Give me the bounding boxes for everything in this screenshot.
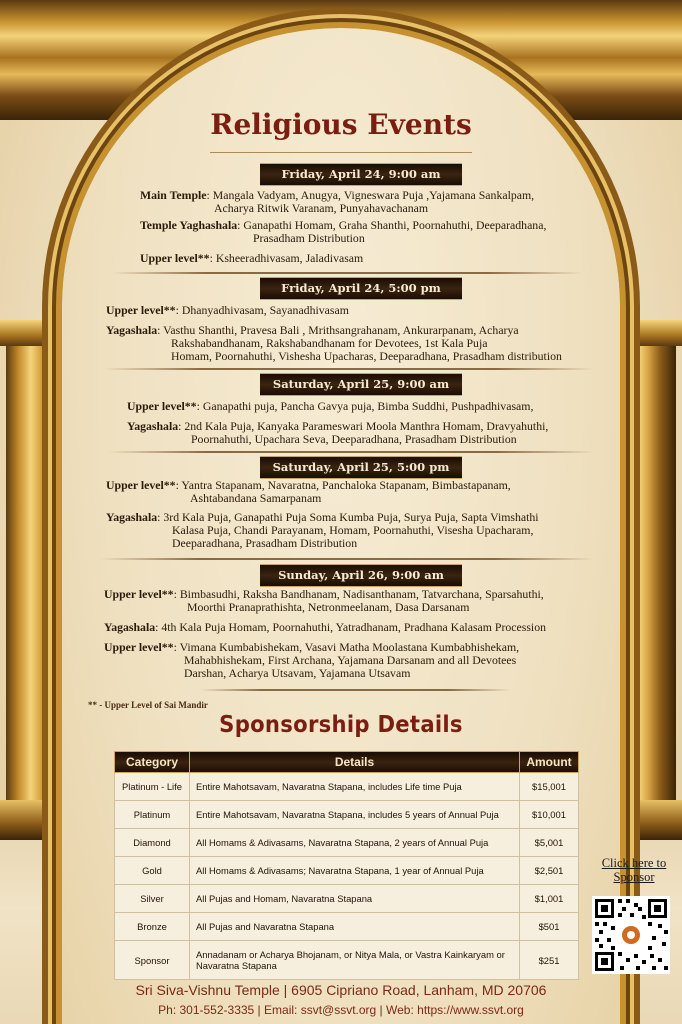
event-date-band: Saturday, April 25, 9:00 am — [260, 373, 462, 396]
event-item-label: Upper level** — [104, 640, 174, 654]
section-divider — [104, 368, 594, 370]
details-cell: Entire Mahotsavam, Navaratna Stapana, includes 5 years of Annual Puja — [190, 801, 520, 829]
label-separator: : — [157, 510, 164, 524]
title-underline — [210, 152, 472, 153]
event-item-label: Main Temple — [140, 188, 207, 202]
table-row — [115, 941, 579, 980]
event-item — [140, 219, 546, 245]
event-item-label: Upper level** — [127, 399, 197, 413]
footer-separator: | — [376, 1003, 387, 1017]
event-item-text: Vasthu Shanthi, Pravesa Bali , Mrithsangrahanam, Ankurarpanam, Acharya — [163, 323, 519, 337]
event-item — [140, 252, 363, 265]
event-date-band: Friday, April 24, 5:00 pm — [260, 277, 462, 300]
event-date-band: Sunday, April 26, 9:00 am — [260, 564, 462, 587]
sponsorship-title: Sponsorship Details — [219, 712, 463, 738]
event-item-text: Ganapathi Homam, Graha Shanthi, Poornahuthi, Deeparadhana, — [243, 218, 547, 232]
amount-cell: $10,001 — [520, 801, 579, 829]
event-item-text: Mangala Vadyam, Anugya, Vigneswara Puja ,Yajamana Sankalpam, — [212, 188, 535, 202]
event-item-text: Mahabhishekam, First Archana, Yajamana Darsanam and all Devotees — [184, 653, 517, 668]
event-item — [104, 641, 519, 681]
details-cell: Entire Mahotsavam, Navaratna Stapana, includes Life time Puja — [190, 773, 520, 801]
amount-cell: $15,001 — [520, 773, 579, 801]
details-cell: All Pujas and Homam, Navaratna Stapana — [190, 885, 520, 913]
event-item — [104, 588, 544, 614]
event-item-label: Upper level** — [106, 478, 176, 492]
left-pillar — [6, 330, 68, 830]
sponsor-link[interactable] — [592, 856, 676, 884]
event-item — [104, 621, 546, 634]
table-row — [115, 857, 579, 885]
table-row — [115, 885, 579, 913]
event-item-label: Yagashala — [106, 510, 158, 524]
event-item-text: Moorthi Pranaprathishta, Netronmeelanam, Dasa Darsanam — [187, 600, 470, 615]
amount-cell: $5,001 — [520, 829, 579, 857]
section-divider — [100, 558, 594, 560]
table-row — [115, 801, 579, 829]
category-cell: Sponsor — [115, 941, 190, 980]
sponsor-link-line2: Sponsor — [613, 870, 655, 884]
event-item-label: Yagashala — [106, 323, 158, 337]
event-item-text: Bimbasudhi, Raksha Bandhanam, Nadisanthanam, Tatvarchana, Sparsahuthi, — [179, 587, 544, 601]
sponsor-link-line1: Click here to — [601, 856, 667, 870]
details-cell: All Homams & Adivasams; Navaratna Stapana, 1 year of Annual Puja — [190, 857, 520, 885]
label-separator: : — [178, 419, 185, 433]
event-item-text: Rakshabandhanam, Rakshabandhanam for Devotees, 1st Kala Puja — [171, 336, 488, 351]
event-item-text: 4th Kala Puja Homam, Poornahuthi, Yatradhanam, Pradhana Kalasam Procession — [161, 620, 547, 634]
event-item — [127, 400, 533, 413]
event-item-label: Upper level** — [104, 587, 174, 601]
footer-address: Sri Siva-Vishnu Temple | 6905 Cipriano Road, Lanham, MD 20706 — [135, 982, 547, 998]
label-separator: : — [173, 640, 180, 654]
section-divider — [200, 689, 510, 691]
event-item-label: Upper level** — [140, 251, 210, 265]
section-divider — [108, 451, 594, 453]
event-item-text: Vimana Kumbabishekam, Vasavi Matha Moolastana Kumbabhishekam, — [179, 640, 520, 654]
event-date-band: Friday, April 24, 9:00 am — [260, 163, 462, 186]
category-cell: Platinum - Life — [115, 773, 190, 801]
event-item-label: Yagashala — [104, 620, 156, 634]
label-separator: : — [155, 620, 162, 634]
event-item — [127, 420, 548, 446]
event-item-text: Homam, Poornahuthi, Vishesha Upacharas, Deeparadhana, Prasadham distribution — [171, 349, 562, 364]
footer-contact — [0, 1003, 682, 1017]
event-item — [140, 189, 534, 215]
event-item-text: Ksheeradhivasam, Jaladivasam — [215, 251, 364, 265]
page-title: Religious Events — [210, 108, 472, 141]
amount-cell: $2,501 — [520, 857, 579, 885]
column-header-amount: Amount — [520, 752, 579, 773]
footer-phone: Ph: 301-552-3335 — [158, 1003, 255, 1017]
sponsorship-table — [114, 751, 579, 980]
right-pillar — [614, 330, 676, 830]
label-separator: : — [175, 478, 182, 492]
category-cell: Gold — [115, 857, 190, 885]
event-item-label: Temple Yaghashala — [140, 218, 238, 232]
details-cell: All Pujas and Navaratna Stapana — [190, 913, 520, 941]
qr-code-icon[interactable] — [592, 896, 670, 974]
event-item-text: Ashtabandana Samarpanam — [190, 491, 322, 506]
table-row — [115, 773, 579, 801]
event-date-band: Saturday, April 25, 5:00 pm — [260, 456, 462, 479]
amount-cell: $1,001 — [520, 885, 579, 913]
label-separator: : — [157, 323, 164, 337]
footer-web-link[interactable]: Web: https://www.ssvt.org — [386, 1003, 524, 1017]
footer-email-link[interactable]: Email: ssvt@ssvt.org — [264, 1003, 377, 1017]
table-row — [115, 913, 579, 941]
event-item — [106, 304, 349, 317]
category-cell: Silver — [115, 885, 190, 913]
event-item — [106, 324, 562, 364]
label-separator: : — [196, 399, 203, 413]
column-header-details: Details — [190, 752, 520, 773]
label-separator: : — [175, 303, 182, 317]
event-item-text: Poornahuthi, Upachara Seva, Deeparadhana, Prasadham Distribution — [191, 432, 517, 447]
event-item — [106, 479, 511, 505]
footnote: ** - Upper Level of Sai Mandir — [88, 700, 208, 710]
event-item-label: Yagashala — [127, 419, 179, 433]
event-item-text: Acharya Ritwik Varanam, Punyahavachanam — [214, 201, 429, 216]
table-header-row — [115, 752, 579, 773]
column-header-category: Category — [115, 752, 190, 773]
event-item — [106, 511, 539, 551]
event-item-text: Dhanyadhivasam, Sayanadhivasam — [181, 303, 349, 317]
event-item-text: Deeparadhana, Prasadham Distribution — [172, 536, 358, 551]
amount-cell: $251 — [520, 941, 579, 980]
amount-cell: $501 — [520, 913, 579, 941]
event-item-text: Darshan, Acharya Utsavam, Yajamana Utsavam — [184, 666, 411, 681]
event-item-label: Upper level** — [106, 303, 176, 317]
label-separator: : — [173, 587, 180, 601]
table-row — [115, 829, 579, 857]
event-item-text: Ganapathi puja, Pancha Gavya puja, Bimba Suddhi, Pushpadhivasam, — [202, 399, 534, 413]
event-item-text: Kalasa Puja, Chandi Parayanam, Homam, Poornahuthi, Visesha Upacharam, — [172, 523, 534, 538]
category-cell: Bronze — [115, 913, 190, 941]
category-cell: Platinum — [115, 801, 190, 829]
event-item-text: Yantra Stapanam, Navaratna, Panchaloka Stapanam, Bimbastapanam, — [181, 478, 511, 492]
footer-separator: | — [254, 1003, 265, 1017]
details-cell: All Homams & Adivasams, Navaratna Stapana, 2 years of Annual Puja — [190, 829, 520, 857]
event-item-text: Prasadham Distribution — [253, 231, 365, 246]
section-divider — [112, 272, 582, 274]
event-item-text: 2nd Kala Puja, Kanyaka Parameswari Moola Manthra Homam, Dravyahuthi, — [184, 419, 549, 433]
label-separator: : — [206, 188, 213, 202]
category-cell: Diamond — [115, 829, 190, 857]
label-separator: : — [237, 218, 244, 232]
details-cell: Annadanam or Acharya Bhojanam, or Nitya Mala, or Vastra Kainkaryam or Navaratna Stapana — [190, 941, 520, 980]
event-item-text: 3rd Kala Puja, Ganapathi Puja Soma Kumba Puja, Surya Puja, Sapta Vimshathi — [163, 510, 539, 524]
label-separator: : — [209, 251, 216, 265]
